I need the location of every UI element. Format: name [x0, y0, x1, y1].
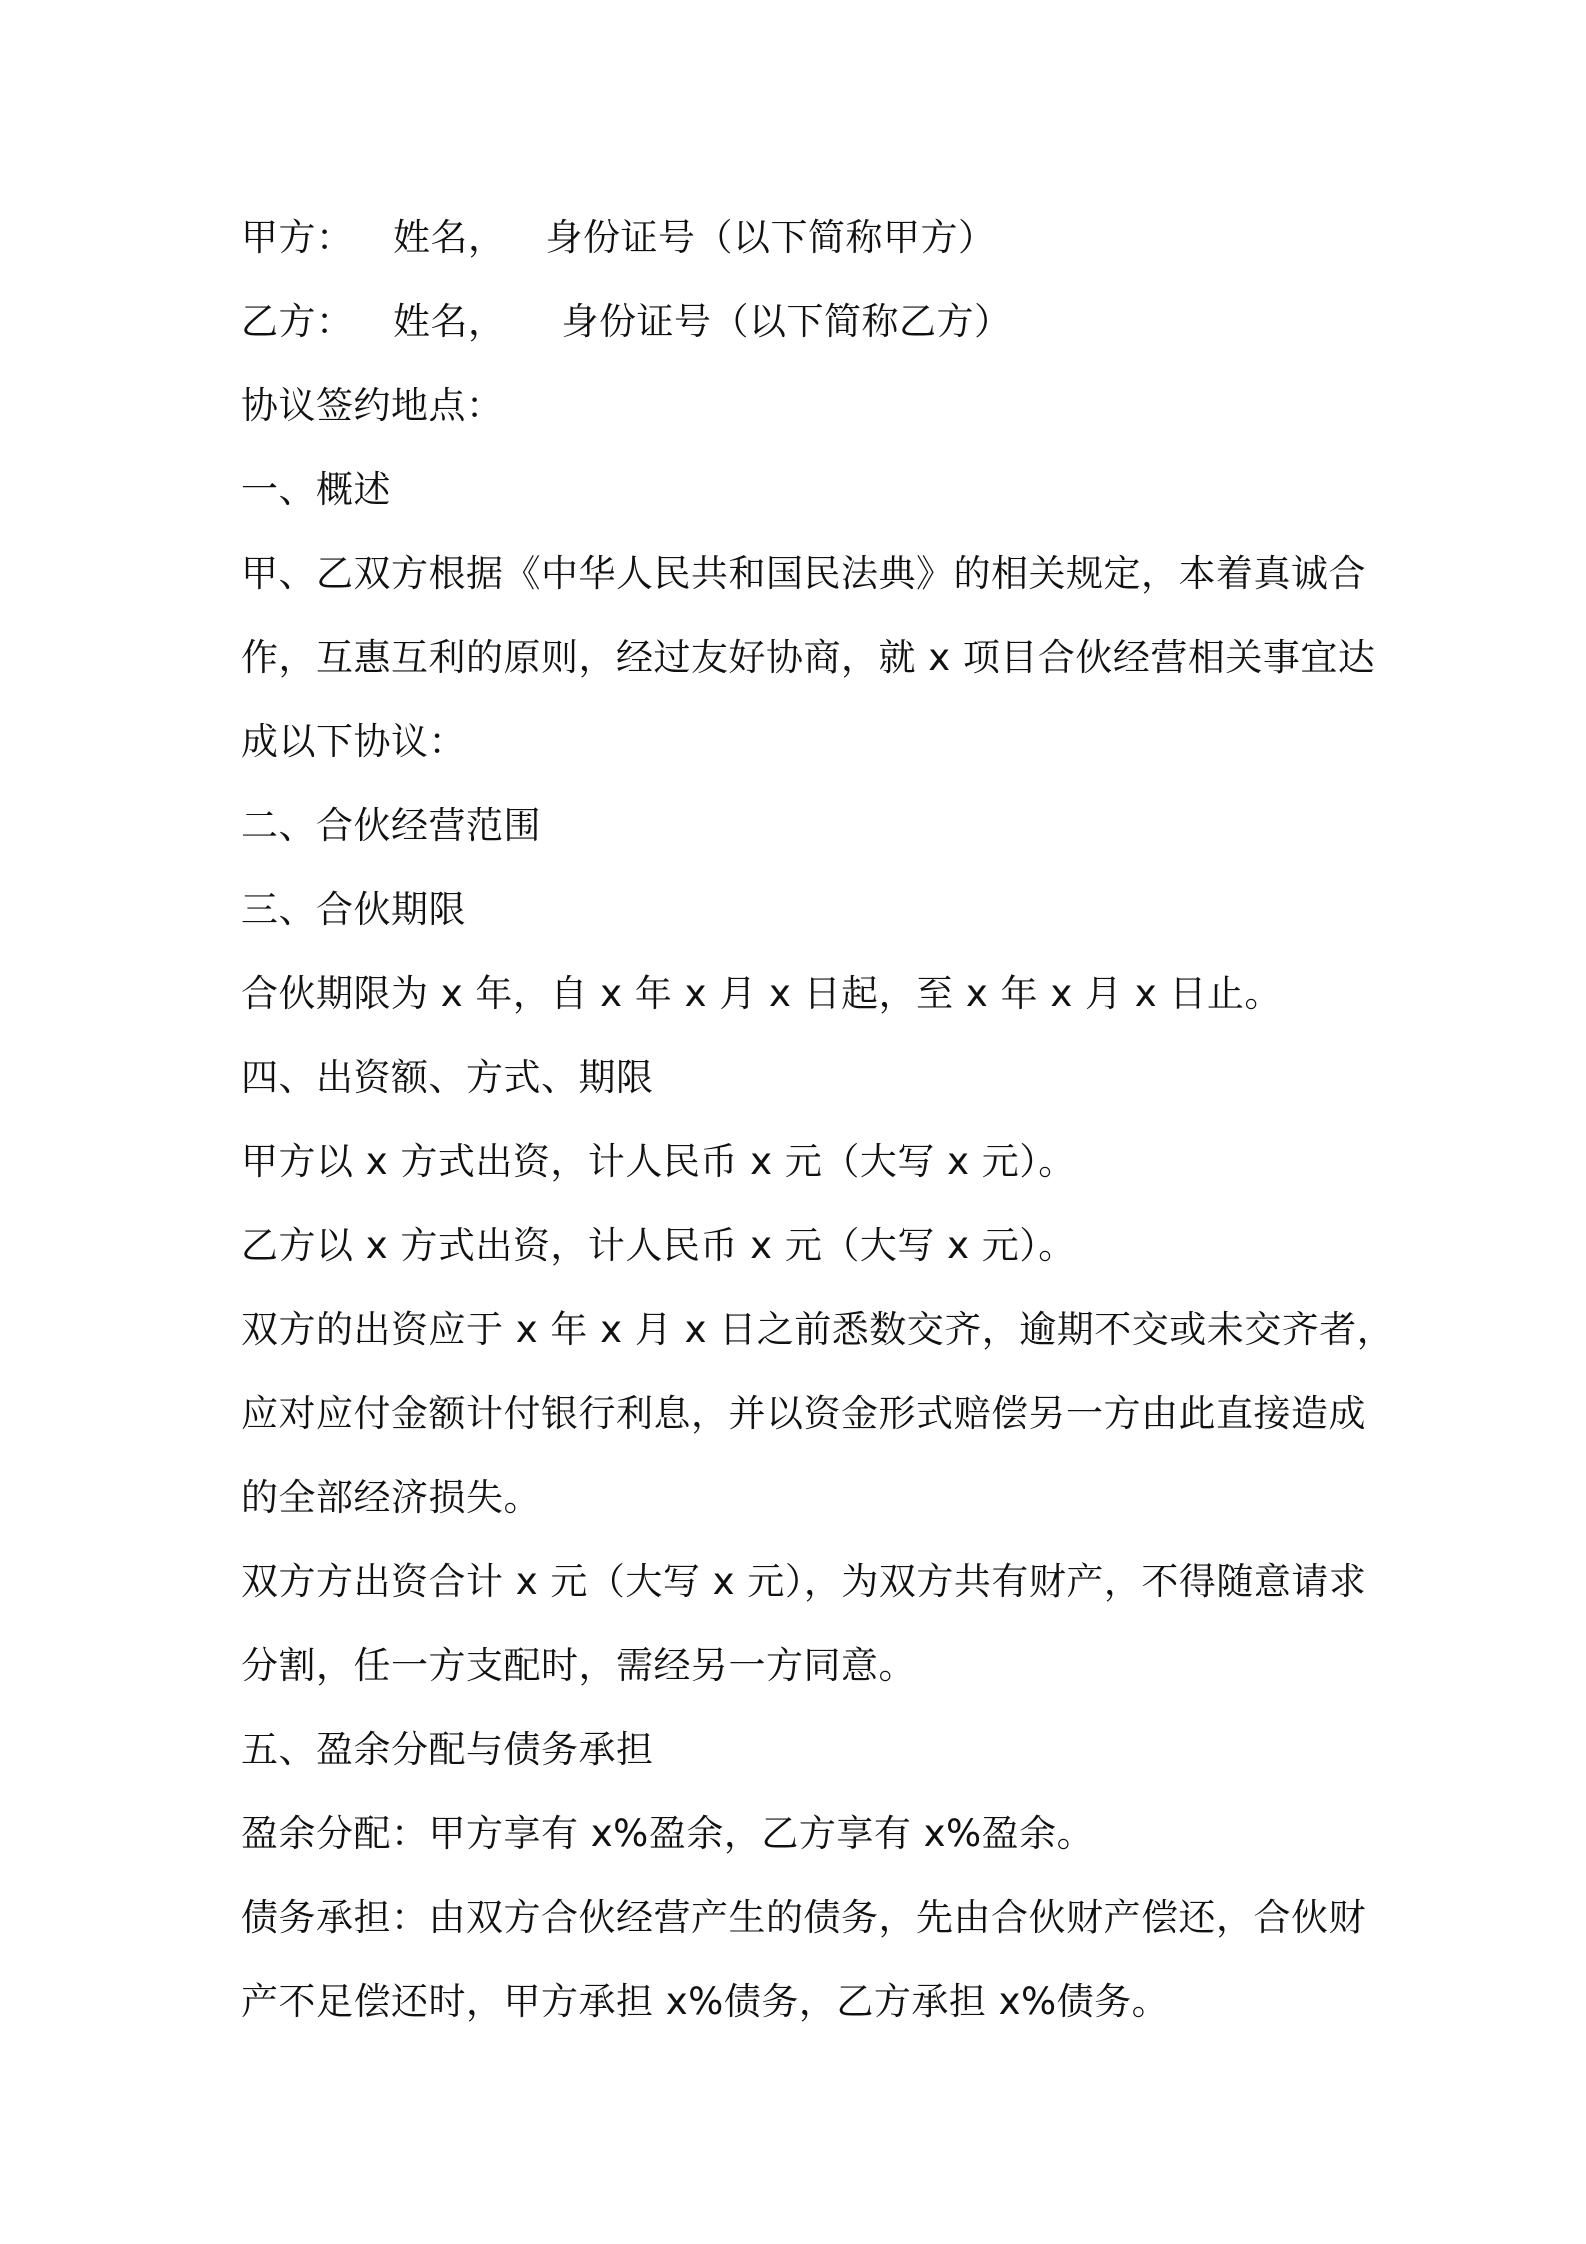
party-a-label: 甲方： [241, 216, 354, 259]
paragraph-line: 双方方出资合计 x 元（大写 x 元），为双方共有财产，不得随意请求 [241, 1560, 1367, 1603]
section-3-title: 三、合伙期限 [241, 888, 466, 931]
section-3-text: 合伙期限为 x 年，自 x 年 x 月 x 日起，至 x 年 x 月 x 日止。 [241, 972, 1282, 1015]
section-5-title: 五、盈余分配与债务承担 [241, 1728, 654, 1771]
section-2-title: 二、合伙经营范围 [241, 804, 541, 847]
debt-bearing-paragraph [241, 1876, 1366, 2044]
sign-place: 协议签约地点： [241, 384, 504, 427]
profit-distribution: 盈余分配：甲方享有 x%盈余，乙方享有 x%盈余。 [241, 1812, 1095, 1855]
party-b-label: 乙方： [241, 300, 354, 343]
paragraph-line: 债务承担：由双方合伙经营产生的债务，先由合伙财产偿还，合伙财 [241, 1896, 1366, 1939]
paragraph-line: 双方的出资应于 x 年 x 月 x 日之前悉数交齐，逾期不交或未交齐者， [241, 1308, 1395, 1351]
paragraph-line: 的全部经济损失。 [241, 1476, 541, 1519]
party-a-line [241, 196, 1361, 280]
party-b-id: 身份证号（以下简称乙方） [561, 300, 1012, 343]
party-b-line [241, 280, 1361, 364]
paragraph-line: 分割，任一方支配时，需经另一方同意。 [241, 1644, 916, 1687]
paragraph-line: 产不足偿还时，甲方承担 x%债务，乙方承担 x%债务。 [241, 1980, 1170, 2023]
party-a-id: 身份证号（以下简称甲方） [545, 216, 996, 259]
party-a-contribution: 甲方以 x 方式出资，计人民币 x 元（大写 x 元）。 [241, 1140, 1076, 1183]
party-a-name: 姓名， [393, 216, 506, 259]
paragraph-line: 成以下协议： [241, 720, 466, 763]
paragraph-line: 作，互惠互利的原则，经过友好协商，就 x 项目合伙经营相关事宜达 [241, 636, 1376, 679]
joint-property-paragraph [241, 1540, 1367, 1708]
section-1-paragraph [241, 532, 1376, 784]
paragraph-line: 应对应付金额计付银行利息，并以资金形式赔偿另一方由此直接造成 [241, 1392, 1366, 1435]
party-b-name: 姓名， [393, 300, 506, 343]
document-body [241, 196, 1395, 2044]
section-1-title: 一、概述 [241, 468, 391, 511]
contribution-deadline-paragraph [241, 1288, 1395, 1540]
section-4-title: 四、出资额、方式、期限 [241, 1056, 654, 1099]
paragraph-line: 甲、乙双方根据《中华人民共和国民法典》的相关规定，本着真诚合 [241, 552, 1366, 595]
party-b-contribution: 乙方以 x 方式出资，计人民币 x 元（大写 x 元）。 [241, 1224, 1076, 1267]
